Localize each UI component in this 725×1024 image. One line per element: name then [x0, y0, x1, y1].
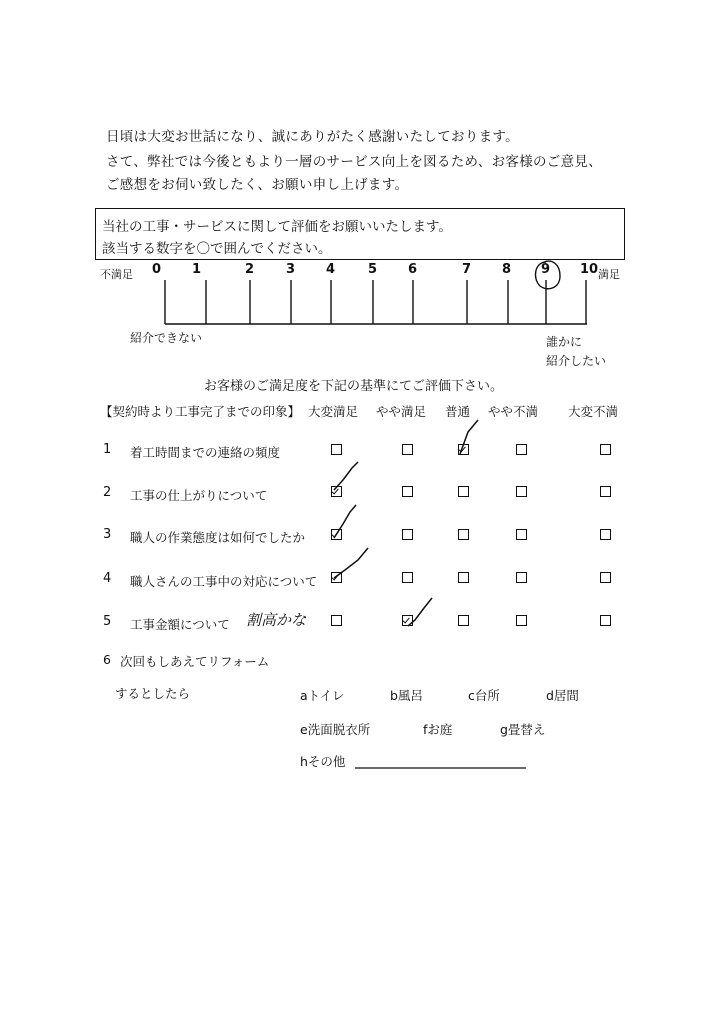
intro-line-3: ご感想をお伺い致したく、お願い申し上げます。	[106, 177, 409, 193]
checkbox-q3-neutral[interactable]	[458, 529, 469, 540]
option-washroom[interactable]: e洗面脱衣所	[300, 722, 371, 737]
checkbox-q4-somewhat-satisfied[interactable]	[402, 572, 413, 583]
scale-number-5[interactable]: 5	[368, 262, 378, 277]
question-text: 職人の作業態度は如何でしたか	[130, 530, 306, 545]
checkbox-q1-somewhat-satisfied[interactable]	[402, 444, 413, 455]
checkbox-q3-somewhat-satisfied[interactable]	[402, 529, 413, 540]
checkbox-q1-neutral[interactable]	[458, 444, 469, 455]
rating-instruction-2: 該当する数字を〇で囲んでください。	[102, 241, 332, 257]
column-somewhat-satisfied: やや満足	[376, 404, 427, 419]
checkbox-q4-very-dissatisfied[interactable]	[600, 572, 611, 583]
question-number: 5	[103, 614, 112, 629]
question-text: 工事の仕上がりについて	[130, 488, 268, 503]
scale-high-caption-1: 誰かに	[546, 335, 583, 349]
question-number: 4	[103, 571, 112, 586]
checkbox-q5-very-satisfied[interactable]	[331, 615, 342, 626]
checkbox-q2-very-satisfied[interactable]	[331, 486, 342, 497]
handwritten-comment: 割高かな	[246, 611, 307, 629]
option-toilet[interactable]: aトイレ	[300, 688, 345, 703]
column-very-satisfied: 大変満足	[308, 404, 359, 419]
reform-question-line-1: 次回もしあえてリフォーム	[120, 654, 270, 669]
question-number: 1	[103, 442, 112, 457]
intro-line-1: 日頃は大変お世話になり、誠にありがたく感謝いたしております。	[106, 129, 519, 145]
column-somewhat-dissatisfied: やや不満	[488, 404, 539, 419]
checkbox-q2-very-dissatisfied[interactable]	[600, 486, 611, 497]
checkbox-q4-somewhat-dissatisfied[interactable]	[516, 572, 527, 583]
checkbox-q4-very-satisfied[interactable]	[331, 572, 342, 583]
checkbox-q5-somewhat-dissatisfied[interactable]	[516, 615, 527, 626]
scale-number-4[interactable]: 4	[326, 262, 336, 277]
checkbox-q2-neutral[interactable]	[458, 486, 469, 497]
scale-number-1[interactable]: 1	[192, 262, 202, 277]
checkbox-q5-somewhat-satisfied[interactable]	[402, 615, 413, 626]
checkbox-q5-neutral[interactable]	[458, 615, 469, 626]
checkbox-q3-somewhat-dissatisfied[interactable]	[516, 529, 527, 540]
scale-high-label: 満足	[598, 268, 620, 281]
scale-low-caption: 紹介できない	[130, 331, 203, 345]
checkbox-q3-very-satisfied[interactable]	[331, 529, 342, 540]
question-number: 6	[103, 652, 111, 667]
scale-number-8[interactable]: 8	[502, 262, 512, 277]
scale-number-9[interactable]: 9	[541, 262, 551, 277]
scale-number-10[interactable]: 10	[580, 262, 599, 277]
question-text: 工事金額について	[130, 617, 230, 632]
checkbox-q5-very-dissatisfied[interactable]	[600, 615, 611, 626]
checkbox-q2-somewhat-dissatisfied[interactable]	[516, 486, 527, 497]
reform-question-line-2: するとしたら	[115, 686, 191, 701]
question-number: 2	[103, 485, 112, 500]
question-text: 職人さんの工事中の対応について	[130, 574, 318, 589]
option-bath[interactable]: b風呂	[390, 688, 423, 703]
rating-circle-mark	[535, 261, 560, 289]
option-garden[interactable]: fお庭	[423, 722, 453, 737]
scale-number-3[interactable]: 3	[286, 262, 296, 277]
checkbox-q1-very-dissatisfied[interactable]	[600, 444, 611, 455]
checkbox-q2-somewhat-satisfied[interactable]	[402, 486, 413, 497]
option-other[interactable]: hその他	[300, 754, 346, 769]
checkbox-q4-neutral[interactable]	[458, 572, 469, 583]
scale-number-6[interactable]: 6	[408, 262, 418, 277]
checkbox-q3-very-dissatisfied[interactable]	[600, 529, 611, 540]
checkbox-q1-somewhat-dissatisfied[interactable]	[516, 444, 527, 455]
rating-instruction-1: 当社の工事・サービスに関して評価をお願いいたします。	[102, 219, 452, 235]
scale-number-0[interactable]: 0	[152, 262, 162, 277]
scale-low-label: 不満足	[100, 268, 133, 281]
section-title: 【契約時より工事完了までの印象】	[100, 404, 301, 419]
question-text: 着工時間までの連絡の頻度	[130, 445, 281, 460]
intro-line-2: さて、弊社では今後ともより一層のサービス向上を図るため、お客様のご意見、	[106, 154, 602, 170]
scale-number-7[interactable]: 7	[462, 262, 472, 277]
scale-number-2[interactable]: 2	[245, 262, 255, 277]
scale-high-caption-2: 紹介したい	[546, 354, 607, 368]
checkbox-q1-very-satisfied[interactable]	[331, 444, 342, 455]
option-tatami[interactable]: g畳替え	[500, 722, 546, 737]
column-neutral: 普通	[445, 404, 471, 419]
satisfaction-heading: お客様のご満足度を下記の基準にてご評価下さい。	[204, 379, 504, 394]
question-number: 3	[103, 527, 112, 542]
option-kitchen[interactable]: c台所	[468, 688, 500, 703]
option-living-room[interactable]: d居間	[546, 688, 579, 703]
column-very-dissatisfied: 大変不満	[568, 404, 619, 419]
